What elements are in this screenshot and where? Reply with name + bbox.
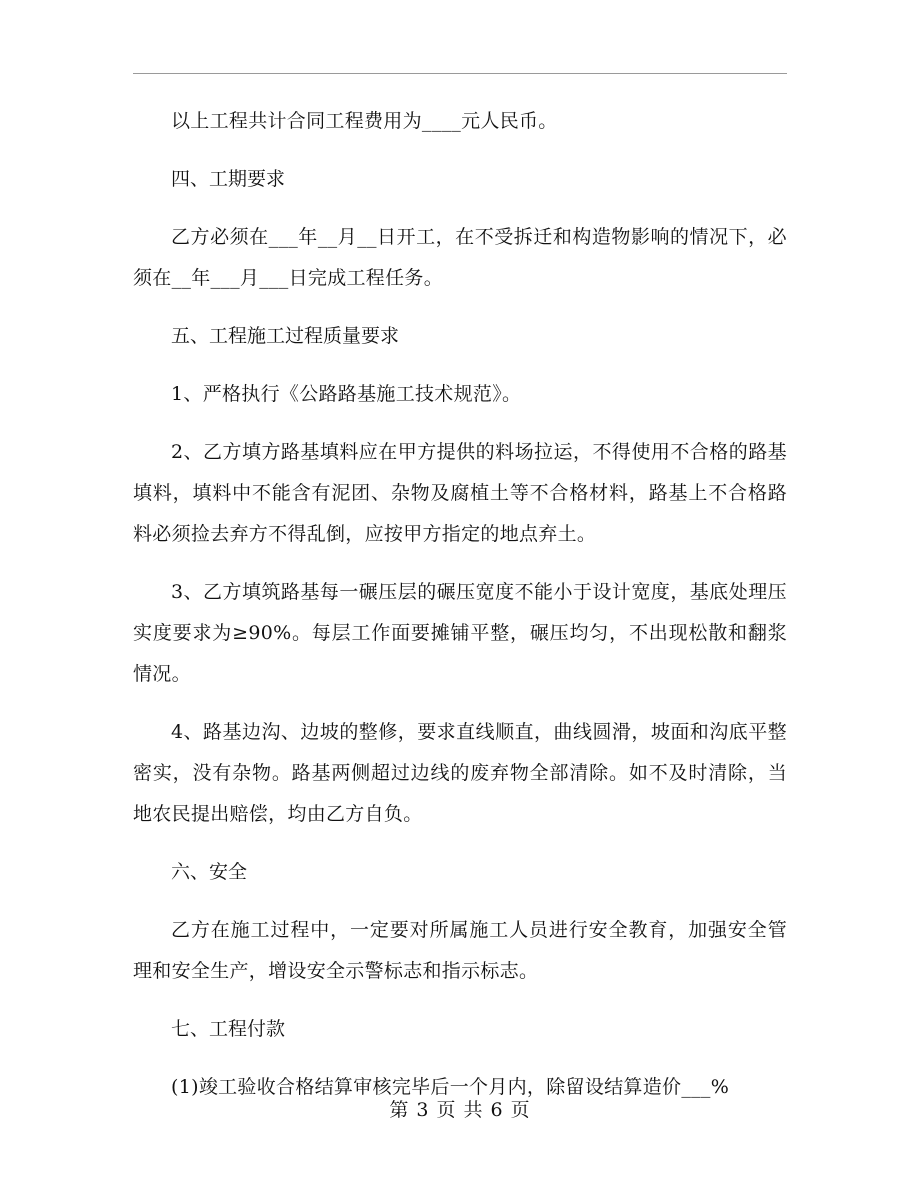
paragraph-safety: 乙方在施工过程中，一定要对所属施工人员进行安全教育，加强安全管理和安全生产，增设安全示警标志和指示标志。 (133, 919, 787, 982)
paragraph-quality-1: 1、严格执行《公路路基施工技术规范》。 (171, 383, 522, 405)
header-rule (133, 73, 787, 74)
paragraph-quality-4: 4、路基边沟、边坡的整修，要求直线顺直，曲线圆滑，坡面和沟底平整密实，没有杂物。路基两侧超过边线的废弃物全部清除。如不及时清除，当地农民提出赔偿，均由乙方自负。 (133, 721, 787, 825)
page-number: 第 3 页 共 6 页 (389, 1099, 531, 1121)
paragraph-total-cost: 以上工程共计合同工程费用为____元人民币。 (171, 110, 558, 132)
heading-quality: 五、工程施工过程质量要求 (171, 325, 400, 347)
document-body (133, 101, 787, 1125)
paragraph-quality-3: 3、乙方填筑路基每一碾压层的碾压宽度不能小于设计宽度，基底处理压实度要求为≥90%。每层工作面要摊铺平整，碾压均匀，不出现松散和翻浆情况。 (133, 581, 787, 685)
paragraph-quality-2: 2、乙方填方路基填料应在甲方提供的料场拉运，不得使用不合格的路基填料，填料中不能含有泥团、杂物及腐植土等不合格材料，路基上不合格路料必须捡去弃方不得乱倒，应按甲方指定的地点弃土。 (133, 441, 787, 545)
heading-safety: 六、安全 (171, 861, 248, 883)
paragraph-schedule: 乙方必须在___年__月__日开工，在不受拆迁和构造物影响的情况下，必须在__年___月___日完成工程任务。 (133, 226, 787, 289)
heading-payment: 七、工程付款 (171, 1018, 286, 1040)
heading-schedule: 四、工期要求 (171, 168, 286, 190)
paragraph-payment-1: (1)竣工验收合格结算审核完毕后一个月内，除留设结算造价___% (171, 1076, 730, 1098)
